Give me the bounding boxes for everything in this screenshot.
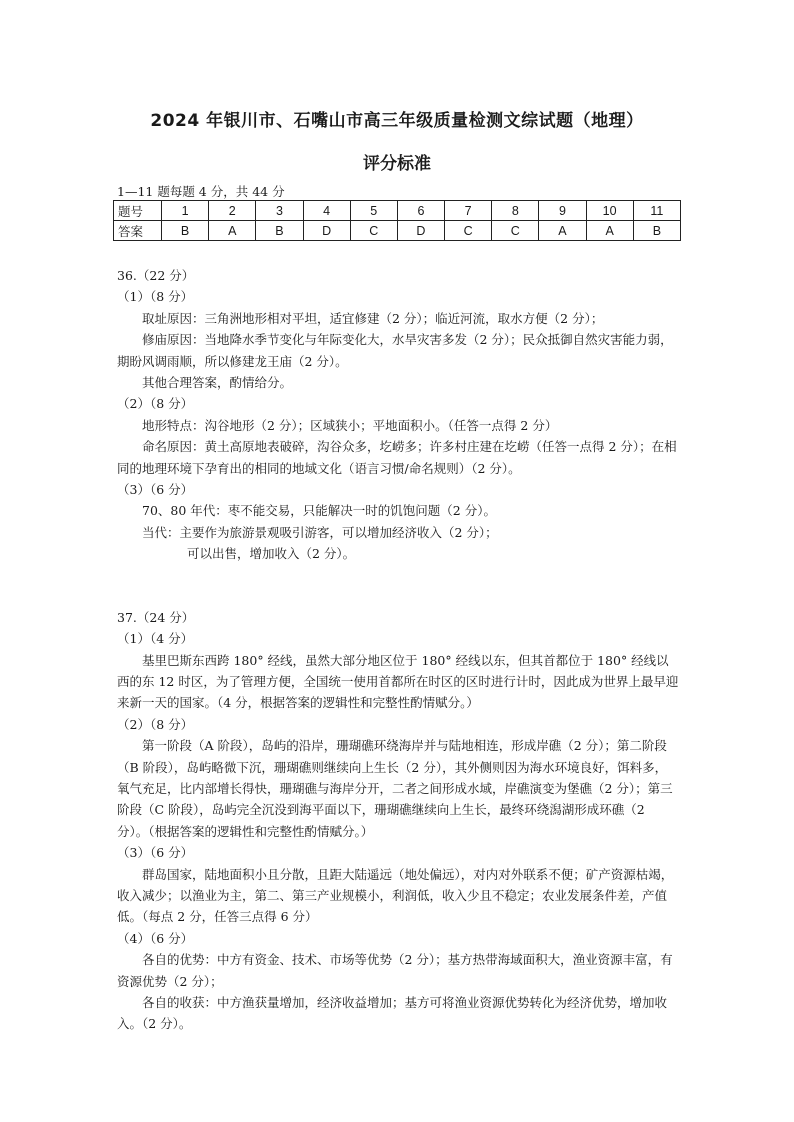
answer-cell: D bbox=[303, 221, 350, 241]
answer-cell: D bbox=[397, 221, 444, 241]
q37-heading: 37.（24 分） bbox=[117, 609, 195, 625]
q36-part2-line: 地形特点：沟谷地形（2 分）；区域狭小；平地面积小。（任答一点得 2 分） bbox=[142, 417, 558, 433]
q37-part4-line: 各自的优势：中方有资金、技术、市场等优势（2 分）；基方热带海域面积大，渔业资源丰富，有资源优势（2 分）； bbox=[117, 952, 673, 989]
answer-table bbox=[113, 200, 681, 241]
question-number-cell: 3 bbox=[256, 201, 303, 221]
q36-part1-line: 修庙原因：当地降水季节变化与年际变化大，水旱灾害多发（2 分）；民众抵御自然灾害能力弱，期盼风调雨顺，所以修建龙王庙（2 分）。 bbox=[117, 332, 673, 369]
row-label-number: 题号 bbox=[114, 201, 162, 221]
answer-cell: A bbox=[539, 221, 586, 241]
q37-part4-heading: （4）（6 分） bbox=[117, 930, 194, 946]
q36-part3-line: 可以出售，增加收入（2 分）。 bbox=[187, 546, 356, 562]
answer-cell: C bbox=[445, 221, 492, 241]
question-number-cell: 11 bbox=[633, 201, 680, 221]
q37-part2-line: 第一阶段（A 阶段），岛屿的沿岸，珊瑚礁环绕海岸并与陆地相连，形成岸礁（2 分）；第二阶段（B 阶段），岛屿略微下沉，珊瑚礁则继续向上生长（2 分），其外侧则因为海水环境良好，饵料多，氧气充足，比内部增长得快，珊瑚礁与海岸分开，二者之间形成水域，岸礁演变为堡礁（2 分）；第三阶段（C 阶段），岛屿完全沉没到海平面以下，珊瑚礁继续向上生长，最终环绕潟湖形成环礁（2 分）。（根据答案的逻辑性和完整性酌情赋分。） bbox=[117, 738, 673, 839]
q37-part3-heading: （3）（6 分） bbox=[117, 845, 194, 861]
q36-part3-line: 当代：主要作为旅游景观吸引游客，可以增加经济收入（2 分）； bbox=[142, 524, 498, 540]
question-number-cell: 2 bbox=[209, 201, 256, 221]
q37-part4-line: 各自的收获：中方渔获量增加，经济收益增加；基方可将渔业资源优势转化为经济优势，增加收入。（2 分）。 bbox=[117, 995, 668, 1032]
answer-cell: B bbox=[162, 221, 209, 241]
table-row-answers bbox=[114, 221, 681, 241]
answer-content bbox=[117, 265, 679, 1035]
answer-cell: C bbox=[350, 221, 397, 241]
q36-heading: 36.（22 分） bbox=[117, 268, 195, 283]
question-number-cell: 8 bbox=[492, 201, 539, 221]
q36-part1-heading: （1）（8 分） bbox=[117, 289, 194, 305]
q36-part3-line: 70、80 年代：枣不能交易，只能解决一时的饥饱问题（2 分）。 bbox=[142, 503, 496, 519]
document-subtitle: 评分标准 bbox=[363, 154, 431, 174]
q37-part1-line: 基里巴斯东西跨 180° 经线，虽然大部分地区位于 180° 经线以东，但其首都位于 180° 经线以西的东 12 时区，为了管理方便，全国统一使用首都所在时区的区时进行计时，因此成为世界上最早迎来新一天的国家。（4 分，根据答案的逻辑性和完整性酌情赋分。） bbox=[117, 652, 679, 711]
q36-part3-heading: （3）（6 分） bbox=[117, 482, 194, 498]
answer-cell: C bbox=[492, 221, 539, 241]
question-number-cell: 6 bbox=[397, 201, 444, 221]
row-label-answer: 答案 bbox=[114, 221, 162, 241]
table-note: 1—11 题每题 4 分，共 44 分 bbox=[117, 184, 285, 199]
q36-part1-line: 取址原因：三角洲地形相对平坦，适宜修建（2 分）；临近河流，取水方便（2 分）； bbox=[142, 310, 604, 326]
q36-part2-heading: （2）（8 分） bbox=[117, 396, 194, 412]
answer-cell: B bbox=[256, 221, 303, 241]
question-number-cell: 5 bbox=[350, 201, 397, 221]
q37-part2-heading: （2）（8 分） bbox=[117, 716, 194, 732]
q36-part2-line: 命名原因：黄土高原地表破碎，沟谷众多，圪崂多；许多村庄建在圪崂（任答一点得 2 分）；在相同的地理环境下孕育出的相同的地域文化（语言习惯/命名规则）（2 分）。 bbox=[117, 439, 677, 476]
answer-cell: B bbox=[633, 221, 680, 241]
question-number-cell: 10 bbox=[586, 201, 633, 221]
q37-part3-line: 群岛国家，陆地面积小且分散，且距大陆遥远（地处偏远），对内对外联系不便；矿产资源枯竭，收入减少；以渔业为主，第二、第三产业规模小，利润低，收入少且不稳定；农业发展条件差，产值低。（每点 2 分，任答三点得 6 分） bbox=[117, 866, 674, 925]
question-number-cell: 4 bbox=[303, 201, 350, 221]
q36-part1-line: 其他合理答案，酌情给分。 bbox=[142, 375, 293, 391]
q37-part1-heading: （1）（4 分） bbox=[117, 631, 194, 647]
question-number-cell: 9 bbox=[539, 201, 586, 221]
table-row-numbers bbox=[114, 201, 681, 221]
document-title: 2024 年银川市、石嘴山市高三年级质量检测文综试题（地理） bbox=[150, 111, 644, 131]
section-gap bbox=[117, 565, 679, 586]
answer-cell: A bbox=[209, 221, 256, 241]
section-gap bbox=[117, 586, 679, 607]
answer-cell: A bbox=[586, 221, 633, 241]
question-number-cell: 1 bbox=[162, 201, 209, 221]
question-number-cell: 7 bbox=[445, 201, 492, 221]
